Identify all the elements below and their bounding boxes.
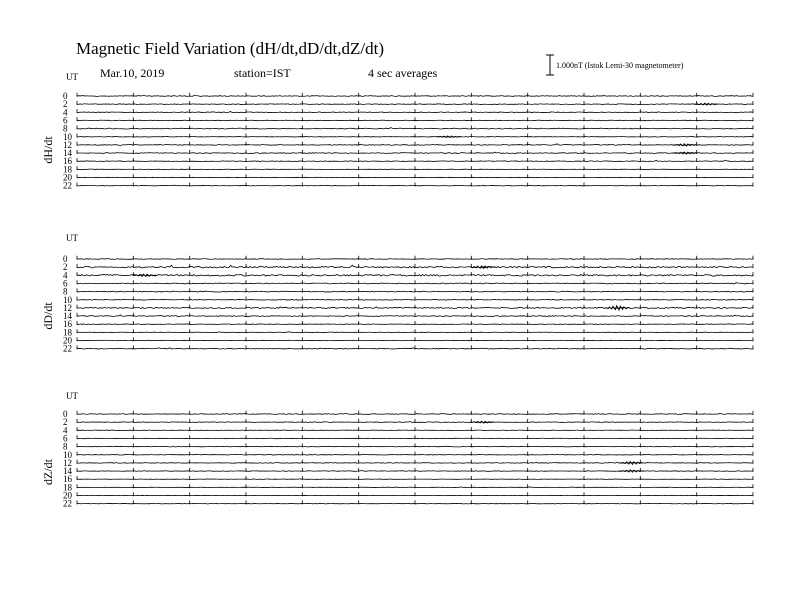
hour-label: 20 xyxy=(63,335,72,346)
scale-label: 1.000nT (Istok Lemi-30 magnetometer) xyxy=(556,61,684,70)
hour-label: 12 xyxy=(63,457,72,468)
hour-label: 2 xyxy=(63,99,68,110)
panel-dhdt xyxy=(41,72,753,191)
hour-label: 8 xyxy=(63,286,68,297)
trace-event xyxy=(673,152,697,154)
hour-label: 20 xyxy=(63,490,72,501)
ut-label: UT xyxy=(66,233,78,243)
chart-title: Magnetic Field Variation (dH/dt,dD/dt,dZ/dt) xyxy=(76,39,385,58)
hour-label: 10 xyxy=(63,449,72,460)
trace-event xyxy=(437,136,461,138)
hour-label: 0 xyxy=(63,254,68,264)
hour-label: 10 xyxy=(63,131,72,142)
station-label: station=IST xyxy=(234,66,291,80)
hour-label: 16 xyxy=(63,319,72,330)
trace-event xyxy=(619,470,643,472)
hour-label: 4 xyxy=(63,425,68,436)
hour-label: 2 xyxy=(63,417,68,428)
hour-label: 8 xyxy=(63,441,68,452)
hour-label: 6 xyxy=(63,115,68,126)
hour-label: 16 xyxy=(63,156,72,167)
hour-label: 10 xyxy=(63,294,72,305)
hour-label: 6 xyxy=(63,433,68,444)
hour-label: 12 xyxy=(63,139,72,150)
hour-label: 18 xyxy=(63,164,72,175)
hour-label: 18 xyxy=(63,327,72,338)
ut-label: UT xyxy=(66,72,78,82)
panel-dzdt xyxy=(41,391,753,509)
axis-label: dZ/dt xyxy=(41,459,55,485)
axis-label: dD/dt xyxy=(41,302,55,330)
hour-label: 20 xyxy=(63,172,72,183)
trace-event xyxy=(673,144,697,146)
hour-label: 6 xyxy=(63,278,68,289)
ut-label: UT xyxy=(66,391,78,401)
panel-dddt xyxy=(41,233,753,354)
hour-label: 14 xyxy=(63,148,72,159)
hour-label: 12 xyxy=(63,302,72,313)
hour-label: 18 xyxy=(63,482,72,493)
trace-event xyxy=(133,274,157,276)
hour-label: 14 xyxy=(63,311,72,322)
averaging-label: 4 sec averages xyxy=(368,66,438,80)
hour-label: 14 xyxy=(63,466,72,477)
hour-label: 22 xyxy=(63,180,72,191)
trace-event xyxy=(694,103,718,105)
scale-bar-icon xyxy=(546,55,554,75)
hour-label: 8 xyxy=(63,123,68,134)
hour-label: 22 xyxy=(63,498,72,509)
hour-label: 2 xyxy=(63,262,68,273)
hour-label: 0 xyxy=(63,409,68,419)
hour-label: 4 xyxy=(63,270,68,281)
trace-event xyxy=(471,421,495,423)
hour-label: 22 xyxy=(63,343,72,354)
hour-label: 4 xyxy=(63,107,68,118)
axis-label: dH/dt xyxy=(41,136,55,164)
date-label: Mar.10, 2019 xyxy=(100,66,165,80)
hour-label: 0 xyxy=(63,91,68,101)
hour-label: 16 xyxy=(63,474,72,485)
